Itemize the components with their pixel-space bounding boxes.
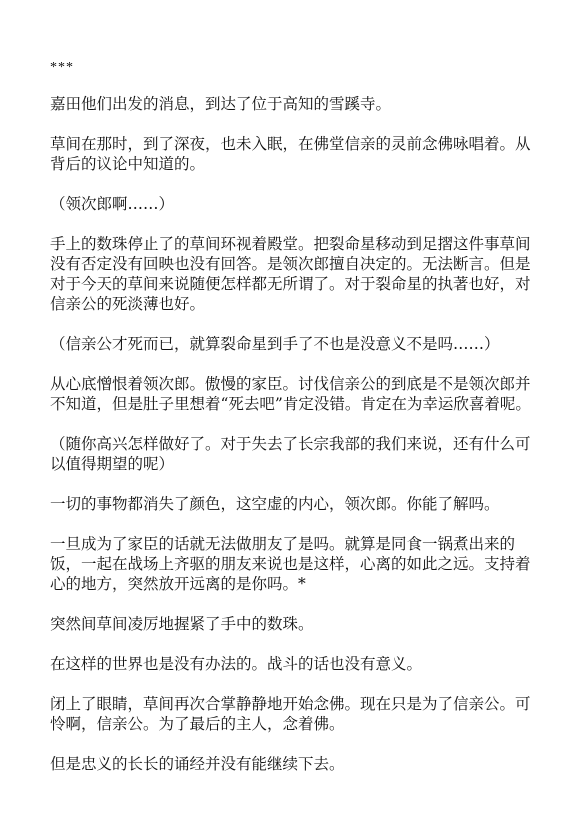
paragraph: 手上的数珠停止了的草间环视着殿堂。把裂命星移动到足摺这件事草间没有否定没有回映也没有回答。是领次郎擅自决定的。无法断言。但是对于今天的草间来说随便怎样都无所谓了。对于裂命星的执著也好，对信亲公的死淡薄也好。 — [50, 235, 531, 313]
paragraph: 一旦成为了家臣的话就无法做朋友了是吗。就算是同食一锅煮出来的饭，一起在战场上齐驱的朋友来说也是这样，心离的如此之远。支持着心的地方，突然放开远离的是你吗。* — [50, 535, 531, 593]
paragraph: （信亲公才死而已，就算裂命星到手了不也是没意义不是吗……） — [50, 335, 500, 353]
paragraph: 闭上了眼睛，草间再次合掌静静地开始念佛。现在只是为了信亲公。可怜啊，信亲公。为了最后的主人，念着佛。 — [50, 695, 531, 733]
paragraph: 一切的事物都消失了颜色，这空虚的内心，领次郎。你能了解吗。 — [50, 495, 500, 513]
paragraph: 从心底憎恨着领次郎。傲慢的家臣。讨伐信亲公的到底是不是领次郎并不知道，但是肚子里想着“死去吧”肯定没错。肯定在为幸运欣喜着呢。 — [50, 375, 531, 413]
paragraph: 突然间草间凌厉地握紧了手中的数珠。 — [50, 615, 314, 633]
paragraph: 在这样的世界也是没有办法的。战斗的话也没有意义。 — [50, 655, 423, 673]
paragraph: 嘉田他们出发的消息，到达了位于高知的雪蹊寺。 — [50, 95, 392, 113]
section-separator: *** — [50, 60, 74, 75]
paragraph: （随你高兴怎样做好了。对于失去了长宗我部的我们来说，还有什么可以值得期望的呢） — [50, 435, 531, 473]
paragraph: 但是忠义的长长的诵经并没有能继续下去。 — [50, 755, 345, 773]
paragraph: 草间在那时，到了深夜，也未入眠，在佛堂信亲的灵前念佛咏唱着。从背后的议论中知道的。 — [50, 135, 531, 173]
paragraph: （领次郎啊……） — [50, 195, 175, 213]
